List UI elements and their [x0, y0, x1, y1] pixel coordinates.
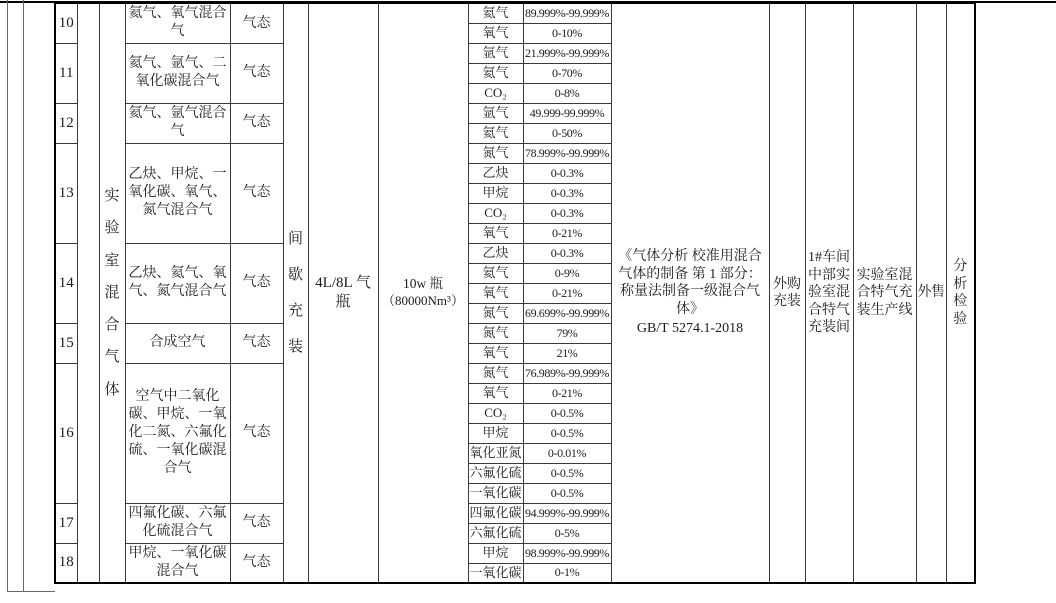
- gas-mixture-name: 甲烷、一氧化碳混合气: [125, 543, 230, 583]
- physical-state: 气态: [230, 363, 283, 503]
- component-range: 0-70%: [523, 63, 611, 83]
- empty-column-cell: [77, 3, 99, 583]
- component-gas: 一氧化碳: [468, 483, 523, 503]
- row-number: 10: [55, 3, 77, 43]
- gas-mixture-name: 氦气、氩气混合气: [125, 103, 230, 143]
- capacity-line2: （80000Nm³）: [382, 293, 464, 309]
- capacity-line1: 10w 瓶: [402, 276, 444, 292]
- component-range: 0-5%: [523, 523, 611, 543]
- gas-table-wrapper: [54, 2, 976, 584]
- component-gas: 氮气: [468, 323, 523, 343]
- physical-state: 气态: [230, 43, 283, 103]
- component-range: 21.999%-99.999%: [523, 43, 611, 63]
- capacity-cell: [378, 3, 468, 583]
- row-number: 11: [55, 43, 77, 103]
- standard-title: 《气体分析 校准用混合气体的制备 第 1 部分：称量法制备一级混合气体》: [618, 249, 762, 317]
- component-range: 0-9%: [523, 263, 611, 283]
- gas-mixture-name: 乙炔、氦气、氧气、氮气混合气: [125, 243, 230, 323]
- component-range: 98.999%-99.999%: [523, 543, 611, 563]
- component-gas: 氮气: [468, 303, 523, 323]
- component-range: 78.999%-99.999%: [523, 143, 611, 163]
- component-range: 0-0.3%: [523, 183, 611, 203]
- row-number: 16: [55, 363, 77, 503]
- component-gas: 甲烷: [468, 183, 523, 203]
- workshop-cell: 1#车间中部实验室混合特气充装间: [805, 3, 853, 583]
- component-range: 69.699%-99.999%: [523, 303, 611, 323]
- physical-state: 气态: [230, 143, 283, 243]
- cylinder-spec-cell: 4L/8L 气瓶: [308, 3, 378, 583]
- component-range: 0-21%: [523, 283, 611, 303]
- physical-state: 气态: [230, 103, 283, 143]
- component-range: 0-0.3%: [523, 203, 611, 223]
- component-gas: 氧气: [468, 343, 523, 363]
- component-range: 94.999%-99.999%: [523, 503, 611, 523]
- component-gas: CO₂: [468, 403, 523, 423]
- gas-mixture-name: 氦气、氩气、二氧化碳混合气: [125, 43, 230, 103]
- component-gas: 氦气: [468, 123, 523, 143]
- row-number: 15: [55, 323, 77, 363]
- component-gas: 氧气: [468, 383, 523, 403]
- component-range: 0-1%: [523, 563, 611, 583]
- gas-mixture-name: 氦气、氧气混合气: [125, 3, 230, 43]
- component-gas: 四氟化碳: [468, 503, 523, 523]
- outsource-filling-cell: 外购充装: [769, 3, 805, 583]
- component-row: [55, 3, 975, 23]
- component-range: 0-0.3%: [523, 243, 611, 263]
- category-label: 实验室混合气体: [104, 188, 120, 398]
- component-gas: 六氟化硫: [468, 523, 523, 543]
- component-gas: 氮气: [468, 363, 523, 383]
- component-gas: 六氟化硫: [468, 463, 523, 483]
- component-gas: 氦气: [468, 63, 523, 83]
- component-gas: 氦气: [468, 263, 523, 283]
- inspection-cell: 分析检验: [946, 3, 975, 583]
- component-range: 0-0.5%: [523, 463, 611, 483]
- component-range: 89.999%-99.999%: [523, 3, 611, 23]
- component-gas: CO₂: [468, 203, 523, 223]
- component-gas: 乙炔: [468, 243, 523, 263]
- component-range: 21%: [523, 343, 611, 363]
- component-range: 49.999-99.999%: [523, 103, 611, 123]
- component-gas: CO₂: [468, 83, 523, 103]
- component-gas: 一氧化碳: [468, 563, 523, 583]
- left-columns-divider: [23, 0, 24, 591]
- component-gas: 氦气: [468, 3, 523, 23]
- component-range: 79%: [523, 323, 611, 343]
- physical-state: 气态: [230, 3, 283, 43]
- gas-mixture-name: 合成空气: [125, 323, 230, 363]
- component-range: 0-0.3%: [523, 163, 611, 183]
- gas-mixture-table: [54, 2, 976, 584]
- external-sale-cell: 外售: [916, 3, 946, 583]
- physical-state: 气态: [230, 503, 283, 543]
- main-table-body: [55, 3, 975, 583]
- row-number: 18: [55, 543, 77, 583]
- row-number: 17: [55, 503, 77, 543]
- component-gas: 氩气: [468, 103, 523, 123]
- component-gas: 乙炔: [468, 163, 523, 183]
- component-range: 0-8%: [523, 83, 611, 103]
- left-empty-columns: [7, 0, 55, 592]
- component-range: 76.989%-99.999%: [523, 363, 611, 383]
- component-gas: 甲烷: [468, 423, 523, 443]
- component-range: 0-0.5%: [523, 423, 611, 443]
- standard-cell: [611, 3, 769, 583]
- component-gas: 氧化亚氮: [468, 443, 523, 463]
- row-number: 13: [55, 143, 77, 243]
- component-gas: 甲烷: [468, 543, 523, 563]
- gas-mixture-name: 四氟化碳、六氟化硫混合气: [125, 503, 230, 543]
- standard-code: GB/T 5274.1-2018: [636, 321, 744, 337]
- component-range: 0-0.01%: [523, 443, 611, 463]
- physical-state: 气态: [230, 323, 283, 363]
- gas-mixture-name: 空气中二氧化碳、甲烷、一氧化二氮、六氟化硫、一氧化碳混合气: [125, 363, 230, 503]
- component-range: 0-50%: [523, 123, 611, 143]
- physical-state: 气态: [230, 543, 283, 583]
- production-line-cell: 实验室混合特气充装生产线: [853, 3, 916, 583]
- filling-mode-cell: [283, 3, 308, 583]
- row-number: 14: [55, 243, 77, 323]
- component-range: 0-21%: [523, 383, 611, 403]
- physical-state: 气态: [230, 243, 283, 323]
- component-range: 0-21%: [523, 223, 611, 243]
- component-range: 0-0.5%: [523, 483, 611, 503]
- component-range: 0-10%: [523, 23, 611, 43]
- component-gas: 氩气: [468, 43, 523, 63]
- component-gas: 氧气: [468, 23, 523, 43]
- row-number: 12: [55, 103, 77, 143]
- component-gas: 氧气: [468, 223, 523, 243]
- gas-mixture-name: 乙炔、甲烷、一氧化碳、氧气、氮气混合气: [125, 143, 230, 243]
- component-gas: 氮气: [468, 143, 523, 163]
- filling-mode-label: 间歇充装: [287, 231, 303, 355]
- category-cell: [99, 3, 125, 583]
- component-range: 0-0.5%: [523, 403, 611, 423]
- component-gas: 氧气: [468, 283, 523, 303]
